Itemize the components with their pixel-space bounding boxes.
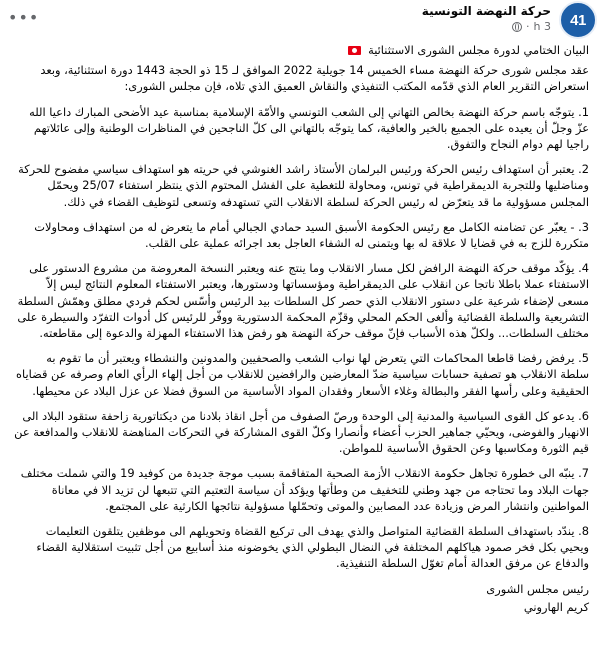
- page-avatar[interactable]: [559, 1, 597, 39]
- more-horizontal-icon[interactable]: •••: [8, 8, 40, 27]
- post-body: [0, 40, 603, 615]
- post-point-8: 8. يندّد باستهداف السلطة القضائية المتواصل والذي يهدف الى تركيع القضاة وتحويلهم الى موظفين يتلقون التعليمات ويحيي بكل فخر صمود هياكلهم المختلفة في النضال البطولي الذي يخوضونه منذ أسابيع من أجل تثبيت استقلالية القضاء والدفاع عن مرفق العدالة أمام تغوّل السلطة التنفيذية.: [36, 524, 589, 571]
- post-intro: عقد مجلس شورى حركة النهضة مساء الخميس 14 جويلية 2022 الموافق لـ 15 ذو الحجة 1443 دورة استثنائية، وبعد استعراض التقرير العام الذي قدّمه المكتب التنفيذي والنقاش العميق الذي تلاه، فإن مجلس الشورى:: [40, 63, 589, 94]
- post-meta: 3 h ·: [512, 20, 551, 33]
- globe-icon: [512, 22, 522, 32]
- post-point-1: 1. يتوجّه باسم حركة النهضة بخالص التهاني إلى الشعب التونسي والأمّة الإسلامية بمناسبة عيد الأضحى المبارك داعيا الله عزّ وجلّ أن يعيده على الجميع بالخير والعافية، كما يتوجّه بالتهاني الى كلّ الناجحين في المناظرات الوطنية وإلى عائلاتهم راجيا لهم دوام النجاح والتفوق.: [29, 104, 589, 152]
- post-point-7: 7. ينبّه الى خطورة تجاهل حكومة الانقلاب الأزمة الصحية المتفاقمة بسبب موجة جديدة من كوفيد 19 والتي شملت مختلف جهات البلاد وما تحتاجه من جهد وطني للتخفيف من وطأتها ويؤكد أن سياسة التعتيم التي تتبعها لن تزيد الا في معاناة المواطنين وانتشار المرض وزيادة عدد المصابين والموتى وتحمّلها مسؤولية نتائجها الكارثية على المجتمع.: [20, 466, 589, 513]
- signature-role: رئيس مجلس الشورى: [486, 581, 589, 596]
- post-point-5: 5. يرفض رفضا قاطعا المحاكمات التي يتعرض لها نواب الشعب والصحفيين والمدونين والنشطاء ويعتبر أن ما تقوم به سلطة الانقلاب هو تصفية حسابات سياسية ضدّ المعارضين والرافضين للانقلاب من أجل إلهاء الرأي العام وصرفه عن قضاياه الحقيقية وعلى رأسها الفقر والبطالة وغلاء الأسعار وفقدان المواد الأساسية من السوق فضلا عن عزل البلاد عن محيطها.: [16, 351, 589, 398]
- post-point-4: 4. يؤكّد موقف حركة النهضة الرافض لكل مسار الانقلاب وما ينتج عنه ويعتبر النسخة المعروضة من مشروع الدستور على الاستفتاء عملا باطلا ناتجا عن انقلاب على الديمقراطية ومؤسساتها ودستورها، ويعتبر الاستفتاء المعلوم النتائج ليس إلاّ مسعى لإضفاء شرعية على دستور الانقلاب الذي حصر كل السلطات بيد الرئيس وأسّس لحكم فردي مطلق وهمّش السلطة التشريعية والسلطة القضائية وألغى الحكم المحلي وقزّم المحكمة الدستورية ووفّر للرئيس كل أدوات التفرّد والسيطرة على مختلف السلطات... ولكلّ هذه الأسباب فإنّ موقف حركة النهضة هو رفض هذا الاستفتاء المهزلة والدعوة إلى مقاطعته.: [17, 261, 589, 341]
- post-point-3: 3. - يعبّر عن تضامنه الكامل مع رئيس الحكومة الأسبق السيد حمادي الجبالي أمام ما يتعرض له من استهداف ومحاولات متكررة للزج به في قضايا لا علاقة له بها ويتمنى له الشفاء العاجل بعد اجرائه عملية على القلب.: [34, 219, 589, 251]
- post-title-line: [14, 42, 589, 58]
- post-point-2: 2. يعتبر أن استهداف رئيس الحركة ورئيس البرلمان الأستاذ راشد الغنوشي في حريته هو استهداف سياسي مفضوح للحركة ومناضليها وللتجربة الديمقراطية في تونس، ومحاولة للتغطية على الفشل المحتوم الذي ينتظر استفتاء 25/07 ويحمّل المجلس مسؤولية ما قد يتعرّض له رئيس الحركة لسلطة الانقلاب التي تستهدفه وتسعى لتوظيف القضاء في ذلك.: [18, 162, 589, 209]
- tunisia-flag-icon: [348, 46, 361, 55]
- post-header: [0, 0, 603, 40]
- post-timestamp[interactable]: 3 h: [533, 20, 551, 33]
- signature: [14, 581, 589, 615]
- post-title: البيان الختامي لدورة مجلس الشورى الاستثنائية: [368, 43, 589, 57]
- page-name-link[interactable]: حركة النهضة التونسية: [421, 4, 551, 18]
- avatar-text: 41: [570, 11, 586, 29]
- post-point-6: 6. يدعو كل القوى السياسية والمدنية إلى الوحدة ورصّ الصفوف من أجل انقاذ بلادنا من ديكتاتورية زاحفة ستقود البلاد الى الانهيار والفوضى، ويحيّي جماهير الحزب أعضاء وأنصارا وكلّ القوى المشاركة في التحركات المناهضة للانقلاب والمدافعة عن قيم الثورة ومكاسبها وعن الحقوق الأساسية للمواطن.: [14, 408, 589, 456]
- signature-name: كريم الهاروني: [523, 599, 589, 614]
